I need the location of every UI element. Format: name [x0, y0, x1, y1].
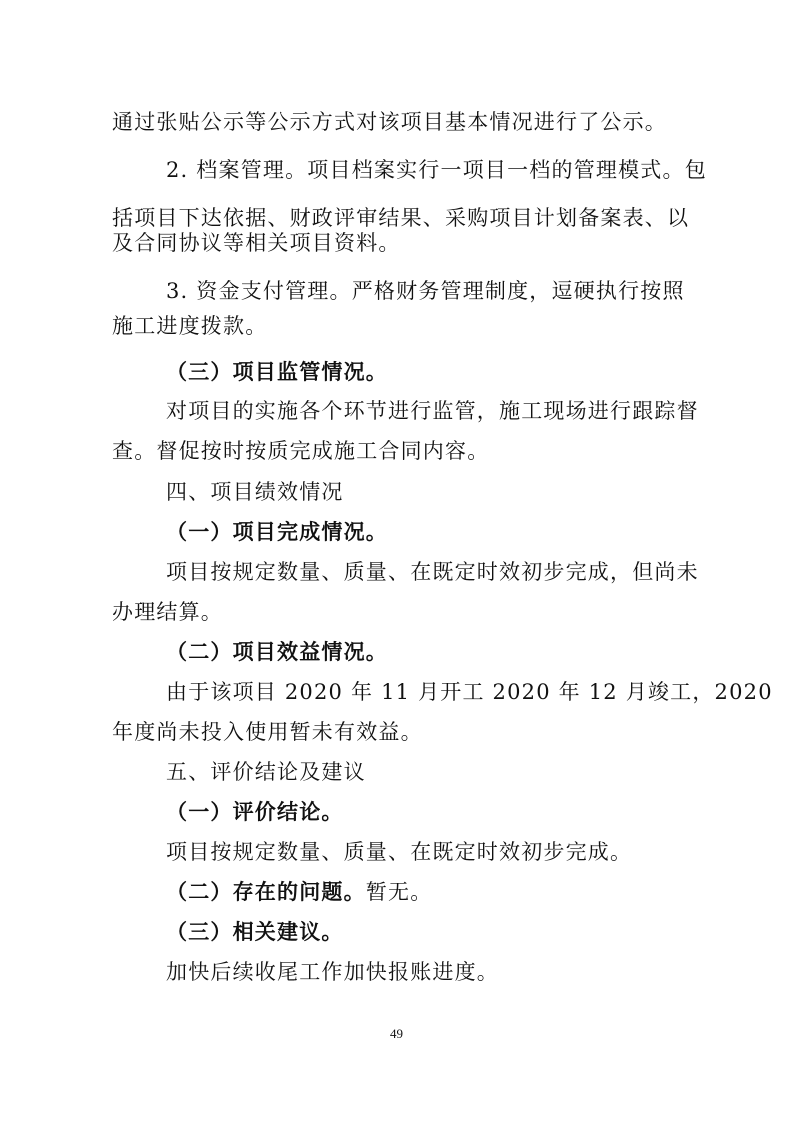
subsection-heading: （一）评价结论。 — [166, 799, 344, 824]
section-heading: 五、评价结论及建议 — [166, 760, 366, 784]
section-heading: 四、项目绩效情况 — [166, 480, 344, 504]
subsection-heading: （二）存在的问题。 — [166, 879, 366, 904]
body-text-line: 查。督促按时按质完成施工合同内容。 — [112, 439, 490, 463]
problem-line — [166, 877, 432, 907]
body-text-line: 2. 档案管理。项目档案实行一项目一档的管理模式。包 — [166, 158, 707, 182]
body-text-line: 对项目的实施各个环节进行监管，施工现场进行跟踪督 — [166, 399, 699, 423]
body-text-line: 项目按规定数量、质量、在既定时效初步完成。 — [166, 840, 633, 864]
subsection-heading: （三）项目监管情况。 — [166, 359, 388, 384]
body-text-inline: 暂无。 — [365, 880, 433, 904]
page-number: 49 — [390, 1026, 403, 1041]
subsection-heading: （三）相关建议。 — [166, 919, 344, 944]
subsection-heading: （一）项目完成情况。 — [166, 519, 388, 544]
body-text-line: 办理结算。 — [112, 600, 223, 624]
body-text-line: 项目按规定数量、质量、在既定时效初步完成，但尚未 — [166, 560, 699, 584]
body-text-line: 施工进度拨款。 — [112, 314, 268, 338]
body-text-line: 及合同协议等相关项目资料。 — [112, 231, 401, 255]
body-text-line: 通过张贴公示等公示方式对该项目基本情况进行了公示。 — [112, 110, 667, 134]
body-text-line: 括项目下达依据、财政评审结果、采购项目计划备案表、以 — [112, 206, 690, 230]
body-text-line: 年度尚未投入使用暂未有效益。 — [112, 720, 423, 744]
body-text-line: 加快后续收尾工作加快报账进度。 — [166, 960, 499, 984]
subsection-heading: （二）项目效益情况。 — [166, 639, 388, 664]
body-text-line: 由于该项目 2020 年 11 月开工 2020 年 12 月竣工，2020 — [166, 680, 773, 704]
body-text-line: 3. 资金支付管理。严格财务管理制度，逗硬执行按照 — [166, 279, 685, 303]
